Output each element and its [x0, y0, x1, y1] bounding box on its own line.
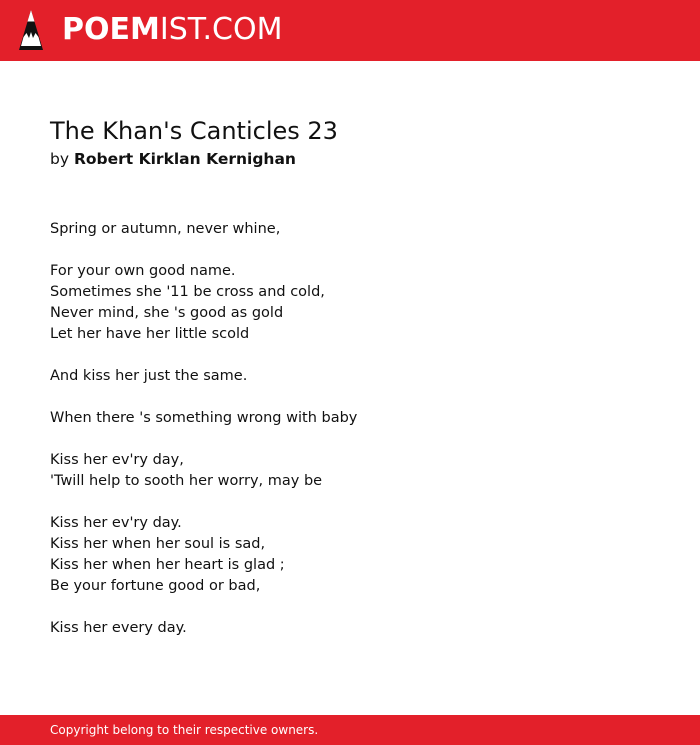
byline-label: by — [50, 150, 70, 168]
poem-body — [50, 219, 650, 639]
poem-line: Kiss her ev'ry day. — [50, 515, 182, 531]
site-footer — [0, 715, 700, 745]
site-header — [0, 0, 700, 61]
poem-title: The Khan's Canticles 23 — [50, 117, 338, 145]
poem-line: Never mind, she 's good as gold — [50, 305, 284, 321]
pencil-tip-icon — [18, 9, 44, 51]
poem-byline — [50, 148, 296, 170]
poem-line: Kiss her when her soul is sad, — [50, 536, 266, 552]
poem-line: Be your fortune good or bad, — [50, 578, 261, 594]
site-logo-text — [62, 9, 282, 51]
stanza-break — [50, 387, 650, 408]
stanza-break — [50, 492, 650, 513]
footer-copyright: Copyright belong to their respective owners. — [50, 723, 319, 737]
poem-line: And kiss her just the same. — [50, 368, 248, 384]
poem-line: Kiss her every day. — [50, 620, 187, 636]
poem-author: Robert Kirklan Kernighan — [73, 150, 296, 168]
poem-line: Kiss her when her heart is glad ; — [50, 557, 285, 573]
stanza-break — [50, 240, 650, 261]
poem-line: For your own good name. — [50, 263, 236, 279]
logo-text-light: IST.COM — [159, 12, 283, 47]
poem-line: 'Twill help to sooth her worry, may be — [50, 473, 323, 489]
site-logo-link[interactable] — [18, 9, 282, 51]
poem-line: Let her have her little scold — [50, 326, 250, 342]
stanza-break — [50, 345, 650, 366]
poem-line: Spring or autumn, never whine, — [50, 221, 281, 237]
poem-line: Kiss her ev'ry day, — [50, 452, 184, 468]
stanza-break — [50, 597, 650, 618]
logo-text-strong: POEM — [62, 12, 160, 47]
poem-line: Sometimes she '11 be cross and cold, — [50, 284, 325, 300]
stanza-break — [50, 429, 650, 450]
poem-line: When there 's something wrong with baby — [50, 410, 358, 426]
